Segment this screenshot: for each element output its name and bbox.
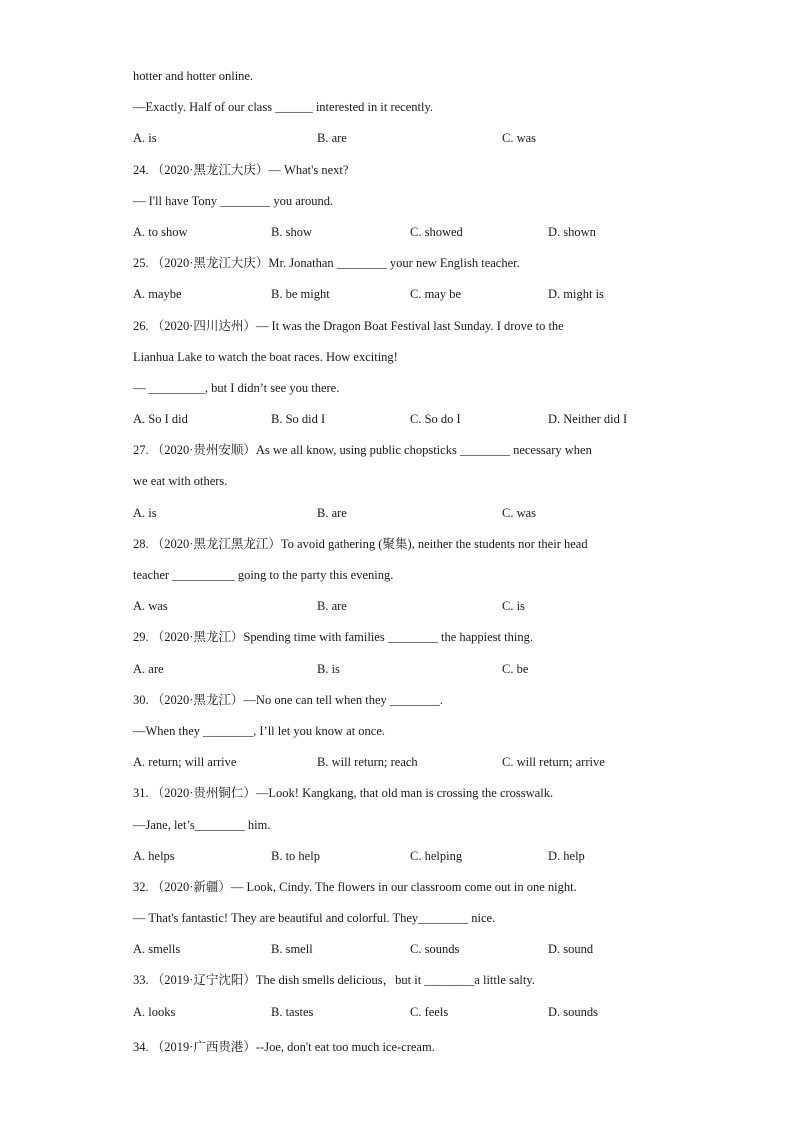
answer-option: C. helping (410, 848, 463, 863)
answer-option: A. are (133, 661, 164, 676)
text-line: — I'll have Tony ________ you around. (133, 193, 334, 208)
answer-options (133, 659, 693, 690)
answer-option: B. show (271, 224, 312, 239)
text-line: Lianhua Lake to watch the boat races. How exciting! (133, 349, 398, 364)
answer-option: A. looks (133, 1004, 176, 1019)
text-line: 25. （2020·黑龙江大庆）Mr. Jonathan ________ your new English teacher. (133, 256, 520, 271)
answer-option: C. be (502, 661, 529, 676)
answer-option: C. was (502, 131, 537, 146)
text-line: 30. （2020·黑龙江）—No one can tell when they ________. (133, 692, 444, 707)
document-page (133, 66, 693, 1068)
answer-options (133, 284, 693, 315)
answer-options (133, 222, 693, 253)
text-line: 34. （2019·广西贵港）--Joe, don't eat too much ice-cream. (133, 1039, 435, 1054)
text-line: —When they ________, I’ll let you know at once. (133, 723, 386, 738)
answer-options (133, 596, 693, 627)
text-line: we eat with others. (133, 474, 228, 489)
text-line: 33. （2019·辽宁沈阳）The dish smells delicious，but it ________a little salty. (133, 973, 535, 988)
answer-options (133, 1002, 693, 1033)
answer-option: B. smell (271, 942, 313, 957)
answer-option: D. help (548, 848, 585, 863)
text-line: 32. （2020·新疆）— Look, Cindy. The flowers in our classroom come out in one night. (133, 879, 577, 894)
answer-option: D. sound (548, 942, 594, 957)
text-line: —Jane, let’s________ him. (133, 817, 271, 832)
text-line: 31. （2020·贵州铜仁）—Look! Kangkang, that old man is crossing the crosswalk. (133, 786, 554, 801)
answer-option: C. is (502, 599, 525, 614)
answer-options (133, 752, 693, 783)
answer-option: C. may be (410, 287, 462, 302)
text-line: — _________, but I didn’t see you there. (133, 380, 340, 395)
answer-option: A. maybe (133, 287, 182, 302)
answer-option: A. So I did (133, 412, 188, 427)
answer-option: A. was (133, 599, 168, 614)
answer-option: B. So did I (271, 412, 326, 427)
answer-option: A. helps (133, 848, 175, 863)
answer-option: C. feels (410, 1004, 449, 1019)
text-line: 28. （2020·黑龙江黑龙江）To avoid gathering (聚集), neither the students nor their head (133, 536, 588, 551)
text-line: — That's fantastic! They are beautiful and colorful. They________ nice. (133, 911, 496, 926)
text-line: hotter and hotter online. (133, 69, 254, 83)
text-line: 26. （2020·四川达州）— It was the Dragon Boat Festival last Sunday. I drove to the (133, 318, 564, 333)
text-line: 27. （2020·贵州安顺）As we all know, using public chopsticks ________ necessary when (133, 443, 592, 458)
answer-options (133, 409, 693, 440)
answer-option: D. sounds (548, 1004, 599, 1019)
text-line: 24. （2020·黑龙江大庆）— What's next? (133, 162, 349, 177)
answer-option: B. tastes (271, 1004, 314, 1019)
answer-option: A. is (133, 131, 157, 146)
answer-option: C. showed (410, 224, 463, 239)
answer-option: A. to show (133, 224, 188, 239)
answer-option: D. Neither did I (548, 412, 628, 427)
answer-options (133, 128, 693, 159)
answer-option: B. will return; reach (317, 755, 418, 770)
answer-option: B. be might (271, 287, 330, 302)
answer-option: B. is (317, 661, 340, 676)
answer-option: C. So do I (410, 412, 461, 427)
answer-option: A. is (133, 505, 157, 520)
text-line: —Exactly. Half of our class ______ interested in it recently. (133, 100, 434, 115)
answer-option: B. are (317, 505, 347, 520)
answer-option: A. return; will arrive (133, 755, 237, 770)
text-line: teacher __________ going to the party this evening. (133, 568, 394, 582)
answer-option: B. are (317, 131, 347, 146)
answer-option: C. was (502, 505, 537, 520)
answer-option: A. smells (133, 942, 181, 957)
answer-option: B. to help (271, 848, 320, 863)
answer-options (133, 846, 693, 877)
answer-option: B. are (317, 599, 347, 614)
answer-option: D. shown (548, 224, 596, 239)
answer-option: C. sounds (410, 942, 460, 957)
text-line: 29. （2020·黑龙江）Spending time with families ________ the happiest thing. (133, 630, 533, 645)
answer-options (133, 503, 693, 534)
answer-option: C. will return; arrive (502, 755, 605, 770)
answer-option: D. might is (548, 287, 604, 302)
answer-options (133, 939, 693, 970)
